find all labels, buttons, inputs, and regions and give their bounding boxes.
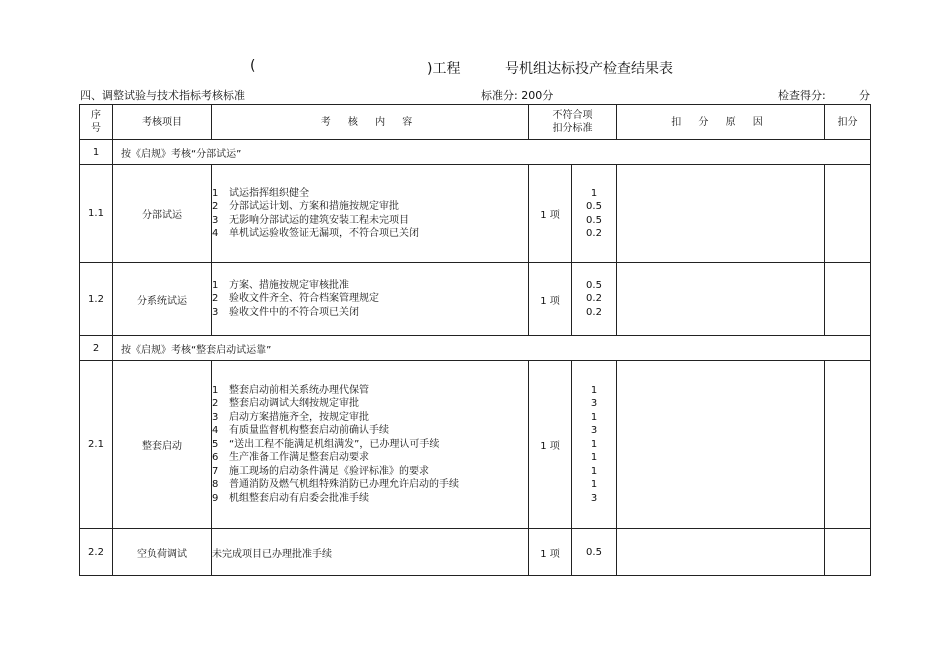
score-value: 1 — [590, 438, 598, 450]
content-line: 7 施工现场的启动条件满足《验评标准》的要求 — [212, 465, 429, 477]
reason-cell[interactable] — [617, 361, 825, 529]
row-per-item: 1 项 — [529, 165, 572, 263]
group-row-1 — [80, 140, 871, 165]
row-scores — [572, 361, 617, 529]
content-line: 3 无影响分部试运的建筑安装工程未完项目 — [212, 214, 409, 226]
check-score-label: 检查得分: — [778, 89, 826, 102]
row-per-item: 1 项 — [529, 263, 572, 336]
score-value: 1 — [590, 479, 598, 491]
row-seq: 2.1 — [80, 361, 113, 529]
deduct-cell[interactable] — [825, 263, 871, 336]
content-line: 4 有质量监督机构整套启动前确认手续 — [212, 425, 389, 437]
header-content: 考 核 内 容 — [212, 105, 529, 140]
content-line: 6 生产准备工作满足整套启动要求 — [212, 452, 369, 464]
deduct-cell[interactable] — [825, 529, 871, 576]
row-item: 分系统试运 — [113, 263, 212, 336]
deduct-cell[interactable] — [825, 361, 871, 529]
section-title: 四、调整试验与技术指标考核标准 — [80, 89, 245, 102]
header-deduct: 扣分 — [825, 105, 871, 140]
header-nonconformity-line1: 不符合项 — [552, 110, 593, 121]
row-seq: 2.2 — [80, 529, 113, 576]
row-content: 未完成项目已办理批准手续 — [212, 529, 529, 576]
group-seq: 1 — [80, 140, 113, 165]
content-line: 1 整套启动前相关系统办理代保管 — [212, 384, 369, 396]
title-paren-open: ( — [250, 58, 256, 74]
row-per-item: 1 项 — [529, 361, 572, 529]
deduct-cell[interactable] — [825, 165, 871, 263]
group-title: 按《启规》考核“整套启动试运靠” — [113, 336, 871, 361]
table-header-row — [80, 105, 871, 140]
score-value: 0.2 — [586, 306, 602, 318]
header-seq-line1: 序 — [91, 110, 101, 121]
score-value: 0.5 — [586, 214, 602, 226]
check-score-unit: 分 — [859, 89, 870, 102]
score-value: 0.5 — [586, 201, 602, 212]
row-item: 分部试运 — [113, 165, 212, 263]
content-line: 3 验收文件中的不符合项已关闭 — [212, 306, 359, 318]
content-line: 1 方案、措施按规定审核批准 — [212, 279, 349, 291]
score-value: 0.2 — [586, 293, 602, 305]
header-nonconformity-line2: 扣分标准 — [552, 123, 593, 134]
score-value: 0.5 — [586, 279, 602, 291]
row-content — [212, 263, 529, 336]
title-paren-close: )工程 — [427, 61, 461, 77]
content-line: 2 验收文件齐全、符合档案管理规定 — [212, 293, 379, 305]
score-value: 0.5 — [572, 529, 617, 576]
row-item: 整套启动 — [113, 361, 212, 529]
reason-cell[interactable] — [617, 263, 825, 336]
content-line: 8 普通消防及燃气机组特殊消防已办理允许启动的手续 — [212, 479, 459, 491]
content-line: 4 单机试运验收签证无漏项，不符合项已关闭 — [212, 228, 419, 239]
reason-cell[interactable] — [617, 529, 825, 576]
table-row-2-1 — [80, 361, 871, 529]
score-value: 1 — [590, 411, 598, 423]
inspection-table — [79, 104, 871, 576]
row-scores — [572, 165, 617, 263]
title-text: 号机组达标投产检查结果表 — [505, 61, 673, 77]
header-seq — [80, 105, 113, 140]
standard-score: 标准分: 200分 — [481, 89, 554, 102]
score-value: 3 — [590, 492, 598, 504]
table-row-1-2 — [80, 263, 871, 336]
content-line: 1 试运指挥组织健全 — [212, 187, 309, 199]
group-row-2 — [80, 336, 871, 361]
score-value: 3 — [590, 425, 598, 437]
content-line: 9 机组整套启动有启委会批准手续 — [212, 492, 369, 504]
row-seq: 1.1 — [80, 165, 113, 263]
header-reason: 扣 分 原 因 — [617, 105, 825, 140]
header-nonconformity — [529, 105, 617, 140]
score-value: 0.2 — [586, 228, 602, 239]
content-line: 2 整套启动调试大纲按规定审批 — [212, 398, 359, 410]
row-content — [212, 165, 529, 263]
score-value: 1 — [590, 452, 598, 464]
group-seq: 2 — [80, 336, 113, 361]
row-item: 空负荷调试 — [113, 529, 212, 576]
table-row-2-2 — [80, 529, 871, 576]
score-value: 3 — [590, 398, 598, 410]
header-item: 考核项目 — [113, 105, 212, 140]
subheader — [80, 87, 870, 103]
content-line: 2 分部试运计划、方案和措施按规定审批 — [212, 201, 399, 212]
row-content — [212, 361, 529, 529]
row-scores — [572, 263, 617, 336]
score-value: 1 — [590, 187, 598, 199]
content-line: 3 启动方案措施齐全，按规定审批 — [212, 411, 369, 423]
reason-cell[interactable] — [617, 165, 825, 263]
row-seq: 1.2 — [80, 263, 113, 336]
content-line: 5 “送出工程不能满足机组满发”，已办理认可手续 — [212, 438, 440, 450]
document-title — [0, 58, 950, 80]
row-per-item: 1 项 — [529, 529, 572, 576]
header-seq-line2: 号 — [91, 123, 101, 134]
group-title: 按《启规》考核“分部试运” — [113, 140, 871, 165]
score-value: 1 — [590, 465, 598, 477]
table-row-1-1 — [80, 165, 871, 263]
score-value: 1 — [590, 384, 598, 396]
